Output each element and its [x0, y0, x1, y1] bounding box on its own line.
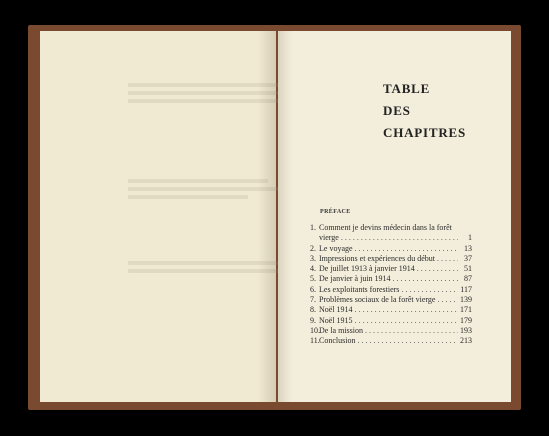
show-through-text [128, 179, 268, 183]
leader-dots [437, 254, 458, 264]
toc-entry [310, 326, 472, 336]
entry-number: 9. [310, 315, 316, 325]
toc-entry [310, 254, 472, 264]
leader-dots [357, 336, 458, 346]
show-through-text [128, 261, 278, 265]
entry-number: 11. [310, 336, 320, 346]
toc-entry-continued [310, 233, 472, 243]
entry-page: 213 [460, 336, 472, 346]
entry-page: 193 [460, 325, 472, 335]
entry-page: 51 [464, 264, 472, 274]
entry-title: Conclusion [319, 336, 356, 346]
show-through-text [128, 99, 286, 103]
leader-dots [355, 316, 458, 326]
show-through-text [128, 269, 290, 273]
title-line: DES [383, 103, 411, 118]
leader-dots [365, 326, 458, 336]
page-title [383, 78, 466, 144]
entry-number: 5. [310, 274, 316, 284]
leader-dots [393, 274, 458, 284]
entry-page: 87 [464, 274, 472, 284]
entry-number: 8. [310, 305, 316, 315]
entry-title: Les exploitants forestiers [319, 284, 400, 294]
entry-page: 37 [464, 253, 472, 263]
left-page [40, 31, 276, 402]
entry-page: 1 [468, 233, 472, 243]
title-line: CHAPITRES [383, 125, 467, 140]
entry-page: 117 [460, 284, 472, 294]
table-of-contents [310, 223, 472, 347]
toc-entry [310, 316, 472, 326]
toc-entry [310, 305, 472, 315]
leader-dots [355, 305, 458, 315]
show-through-text [128, 91, 278, 95]
show-through-text [128, 83, 293, 87]
entry-page: 179 [460, 315, 472, 325]
entry-title: De janvier à juin 1914 [319, 274, 391, 284]
entry-title: Comment je devins médecin dans la forêt [319, 223, 452, 232]
entry-number: 3. [310, 253, 316, 263]
toc-entry [310, 274, 472, 284]
leader-dots [437, 295, 458, 305]
toc-entry [310, 285, 472, 295]
right-page [278, 31, 511, 402]
entry-number: 7. [310, 295, 316, 305]
leader-dots [417, 264, 458, 274]
entry-page: 171 [460, 305, 472, 315]
entry-number: 6. [310, 284, 316, 294]
entry-title: Noël 1914 [319, 305, 353, 315]
leader-dots [341, 233, 458, 243]
toc-entry [310, 295, 472, 305]
entry-number: 10. [310, 325, 320, 335]
entry-title: Problèmes sociaux de la forêt vierge [319, 295, 436, 305]
entry-number: 2. [310, 243, 316, 253]
toc-entry [310, 336, 472, 346]
entry-title: Impressions et expériences du début [319, 253, 435, 263]
entry-title-continued: vierge [319, 233, 339, 243]
leader-dots [401, 285, 458, 295]
entry-title: De juillet 1913 à janvier 1914 [319, 264, 415, 274]
entry-page: 139 [460, 295, 472, 305]
toc-entry [310, 223, 472, 233]
entry-title: Le voyage [319, 243, 353, 253]
entry-number: 4. [310, 264, 316, 274]
show-through-text [128, 195, 248, 199]
title-line: TABLE [383, 81, 431, 96]
toc-entry [310, 244, 472, 254]
preface-heading: PRÉFACE [320, 209, 351, 215]
toc-entry [310, 264, 472, 274]
entry-number: 1. [310, 223, 316, 232]
entry-page: 13 [464, 243, 472, 253]
show-through-text [128, 187, 288, 191]
entry-title: De la mission [319, 325, 363, 335]
leader-dots [355, 244, 458, 254]
entry-title: Noël 1915 [319, 315, 353, 325]
